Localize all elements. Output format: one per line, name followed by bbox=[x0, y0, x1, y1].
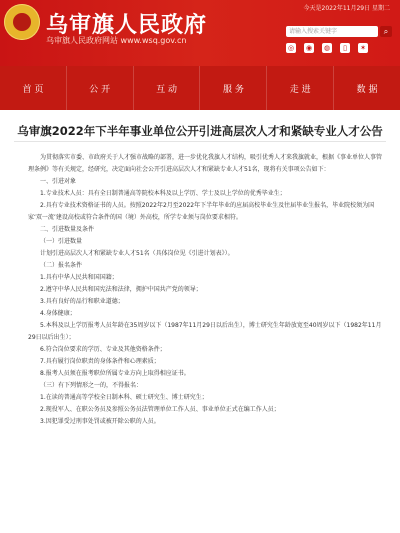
paragraph: 2.具有专业技术资格证书的人员。按照2022年2月至2022年下半年毕业的应届高校毕业生及往届毕业生报名，毕业院校须为国家‘双一流’建设高校或符合条件的国（境）外高校，所学专业须与岗位要求相符。 bbox=[28, 202, 375, 221]
accessibility-icon[interactable]: ◎ bbox=[287, 44, 295, 52]
paragraph: 3.因犯罪受过刑事处罚或被开除公职的人员。 bbox=[40, 418, 160, 425]
paragraph: 计划引进高层次人才和紧缺专业人才51名（具体岗位见《引进计划表》）。 bbox=[40, 250, 234, 257]
site-name[interactable]: 乌审旗人民政府 bbox=[46, 13, 208, 38]
search-button[interactable] bbox=[380, 26, 392, 37]
main-nav bbox=[0, 66, 400, 110]
search-input[interactable]: 请输入搜索关键字 bbox=[286, 26, 378, 37]
article-title: 乌审旗2022年下半年事业单位公开引进高层次人才和紧缺专业人才公告 bbox=[17, 124, 383, 138]
search-icon: ⌕ bbox=[383, 27, 389, 36]
paragraph: 5.本科及以上学历报考人员年龄在35周岁以下（1987年11月29日以后出生），博士研究生年龄放宽至40周岁以下（1982年11月29日以后出生）； bbox=[28, 322, 382, 341]
article-body bbox=[28, 152, 382, 428]
paragraph: 8.报考人员须在报考职位所属专业方向上取得相应证书。 bbox=[40, 370, 190, 377]
paragraph: 一、引进对象 bbox=[40, 178, 77, 185]
nav-service[interactable]: 服 务 bbox=[200, 66, 267, 110]
date-line: 今天是2022年11月29日 星期二 bbox=[303, 5, 390, 12]
paragraph: 二、引进数量及条件 bbox=[40, 226, 95, 233]
paragraph: 4.身体健康； bbox=[40, 310, 76, 317]
paragraph: 1.专业技术人员：具有全日制普通高等院校本科及以上学历、学士及以上学位的优秀毕业生； bbox=[40, 190, 286, 197]
wechat-icon[interactable]: ◉ bbox=[305, 44, 313, 52]
nav-public[interactable]: 公 开 bbox=[67, 66, 134, 110]
paragraph: 为贯彻落实市委、市政府关于人才强市战略的部署，进一步优化我旗人才结构，吸引优秀人才来我旗就业，根据《事业单位人事管理条例》等有关规定，经研究，决定面向社会公开引进高层次人才和紧缺专业人才51名，现将有关事项公告如下： bbox=[28, 154, 383, 173]
nav-data[interactable]: 数 据 bbox=[356, 84, 378, 95]
paragraph: 3.具有良好的品行和职业道德； bbox=[40, 298, 124, 305]
nav-visit[interactable]: 走 进 bbox=[267, 66, 334, 110]
site-header bbox=[0, 0, 400, 66]
mobile-icon[interactable]: ▯ bbox=[340, 43, 350, 53]
paragraph: （二）报名条件 bbox=[40, 262, 83, 269]
paragraph: （三）有下列情形之一的，不得报名： bbox=[40, 382, 143, 389]
paragraph: 2.遵守中华人民共和国宪法和法律，拥护中国共产党的领导； bbox=[40, 286, 202, 293]
tool-icons bbox=[286, 43, 368, 53]
paragraph: （一）引进数量 bbox=[40, 238, 83, 245]
nav-home[interactable]: 首 页 bbox=[0, 66, 67, 110]
site-subtitle: 乌审旗人民政府网站 www.wsq.gov.cn bbox=[46, 36, 187, 45]
gear-icon[interactable]: ✶ bbox=[358, 43, 368, 53]
title-divider bbox=[14, 141, 386, 142]
paragraph: 6.符合岗位要求的学历、专业及其他资格条件； bbox=[40, 346, 166, 353]
paragraph: 1.在读的普通高等学校全日制本科、硕士研究生、博士研究生； bbox=[40, 394, 208, 401]
paragraph: 2.现役军人、在职公务员及参照公务员法管理单位工作人员、事业单位正式在编工作人员； bbox=[40, 406, 280, 413]
nav-interaction[interactable]: 互 动 bbox=[134, 66, 201, 110]
paragraph: 1.具有中华人民共和国国籍； bbox=[40, 274, 118, 281]
emblem-icon bbox=[4, 4, 40, 40]
paragraph: 7.具有履行岗位职责的身体条件和心理素质； bbox=[40, 358, 160, 365]
weibo-icon[interactable]: ◍ bbox=[323, 44, 331, 52]
